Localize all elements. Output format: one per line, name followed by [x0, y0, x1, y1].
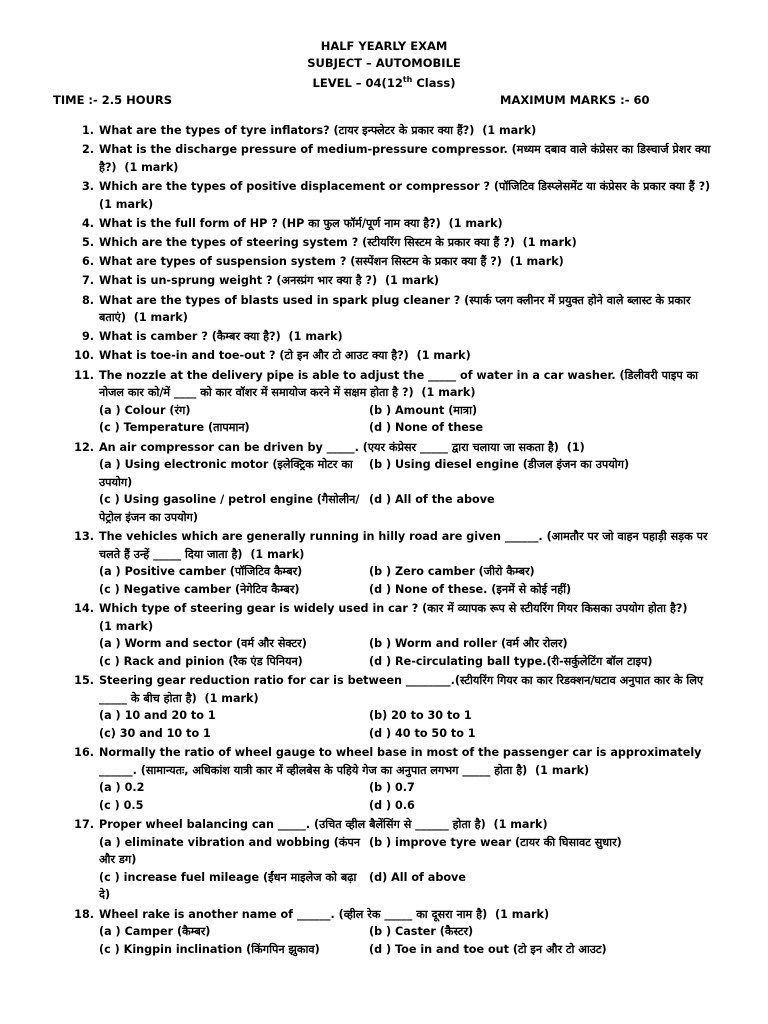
question-number: 4.: [81, 216, 94, 230]
answer-option: (c ) Kingpin inclination (किंगपिन झुकाव): [99, 942, 320, 956]
exam-title: HALF YEARLY EXAM: [320, 39, 448, 53]
question-text: What are the types of tyre inflators? (टायर इन्फ्लेटर के प्रकार क्या हैं?): [99, 124, 475, 137]
answer-option: (a ) eliminate vibration and wobbing (कंपन और डग): [99, 835, 361, 867]
subject-line: SUBJECT – AUTOMOBILE: [307, 56, 461, 70]
answer-option: (c ) Temperature (तापमान): [99, 421, 250, 435]
question-body: [99, 672, 711, 707]
question-text: What is camber ? (कैम्बर क्या है?): [99, 330, 281, 344]
question-item: [0, 328, 768, 346]
question-number: 15.: [74, 674, 94, 688]
question-number: 1.: [81, 124, 94, 137]
question-item: [0, 600, 768, 670]
question-number: 18.: [74, 907, 94, 921]
question-body: [99, 234, 711, 252]
question-mark: (1 mark): [416, 349, 471, 363]
answer-option: (d ) None of these: [369, 421, 484, 435]
answer-option: (b) 20 to 30 to 1: [369, 709, 472, 723]
option-grid: [99, 779, 711, 814]
question-mark: (1 mark): [288, 330, 343, 344]
question-text: An air compressor can be driven by _____. (एयर कंप्रेसर _____ द्वारा चलाया जा सकता है): [99, 440, 559, 454]
question-text: The nozzle at the delivery pipe is able to adjust the _____ of water in a car washer. (डिलीवरी पाइप का नोजल कार को/में ____ को कार वॉशर में समायोज करने में सक्षम होता है ?): [99, 368, 702, 400]
question-body: [99, 178, 711, 213]
question-item: [0, 253, 768, 271]
level-suffix: Class): [412, 75, 456, 90]
option-grid: [99, 707, 711, 742]
question-mark: (1 mark): [124, 160, 179, 174]
question-text: Normally the ratio of wheel gauge to wheel base in most of the passenger car is approximately ______. (सामान्यतः, अधिकांश यात्री कार में व्हीलबेस के पहिये गेज का अनुपात लगभग _____ होता है): [99, 746, 706, 777]
question-text: Proper wheel balancing can _____. (उचित व्हील बैलेंसिंग से ______ होता है): [99, 818, 486, 832]
question-body: [99, 367, 711, 402]
answer-option: (b ) Caster (कैस्टर): [369, 925, 474, 939]
question-text: What is the full form of HP ? (HP का फुल फॉर्म/पूर्ण नाम क्या है?): [99, 216, 441, 230]
question-mark: (1 mark): [482, 124, 537, 137]
answer-option: (d ) Toe in and toe out (टो इन और टो आउट): [369, 942, 607, 956]
question-text: What is un-sprung weight ? (अनस्प्रंग भार क्या है ?): [99, 274, 378, 288]
question-number: 14.: [74, 602, 94, 616]
question-text: Which are the types of positive displacement or compressor ? (पॉजिटिव डिस्प्लेसमेंट या कंप्रेसर के प्रकार क्या हैं ?): [99, 179, 711, 193]
question-item: [0, 906, 768, 959]
question-number: 10.: [74, 349, 94, 363]
question-number: 5.: [81, 235, 94, 249]
answer-option: (a ) Colour (रंग): [99, 403, 191, 417]
question-body: [99, 439, 711, 457]
answer-option: (c ) Negative camber (नेगेटिव कैम्बर): [99, 582, 300, 596]
question-mark: (1 mark): [250, 547, 305, 561]
question-body: [99, 816, 711, 834]
answer-option: (d ) All of the above: [369, 493, 495, 507]
answer-option: (b ) Amount (मात्रा): [369, 403, 478, 417]
question-body: [99, 292, 711, 327]
question-item: [0, 744, 768, 814]
option-grid: [99, 834, 711, 904]
answer-option: (a ) 0.2: [99, 781, 145, 795]
question-mark: (1 mark): [522, 235, 577, 249]
question-body: [99, 141, 715, 176]
question-mark: (1): [566, 440, 585, 454]
option-grid: [99, 923, 711, 958]
question-text: What are types of suspension system ? (सस्पेंशन सिस्टम के प्रकार क्या हैं ?): [99, 255, 502, 269]
question-item: [0, 528, 768, 598]
answer-option: (d ) Re-circulating ball type.(री-सर्कुलेटिंग बॉल टाइप): [369, 654, 653, 668]
question-mark: (1 mark): [509, 255, 564, 269]
answer-option: (c) 30 and 10 to 1: [99, 726, 211, 740]
question-number: 6.: [81, 255, 94, 269]
question-text: Steering gear reduction ratio for car is between ________.(स्टीयरिंग गियर का कार रिडक्शन/घटाव अनुपात कार के लिए _____ के बीच होता है): [99, 674, 707, 705]
question-body: [99, 528, 711, 563]
question-mark: (1 mark): [384, 274, 440, 288]
answer-option: (c ) increase fuel mileage (ईंधन माइलेज को बढ़ा दे): [99, 870, 357, 902]
question-body: [99, 906, 711, 924]
question-item: [0, 292, 768, 327]
answer-option: (b ) Zero camber (जीरो कैम्बर): [369, 565, 535, 579]
question-item: [0, 367, 768, 437]
time-info: TIME :- 2.5 HOURS: [53, 93, 173, 107]
answer-option: (c ) Using gasoline / petrol engine (गैसोलीन/पेट्रोल इंजन का उपयोग): [99, 493, 360, 524]
level-line: [0, 72, 768, 91]
option-grid: [99, 456, 711, 526]
question-number: 3.: [81, 179, 94, 193]
question-number: 12.: [74, 440, 94, 454]
question-body: [99, 253, 711, 271]
question-body: [99, 347, 711, 365]
question-mark: (1 mark): [204, 691, 259, 705]
question-mark: (1 mark): [421, 386, 476, 400]
answer-option: (b ) Using diesel engine (डीजल इंजन का उपयोग): [369, 458, 630, 472]
question-number: 17.: [74, 818, 94, 832]
question-number: 8.: [81, 293, 94, 307]
question-text: Which type of steering gear is widely used in car ? (कार में व्यापक रूप से स्टीयरिंग गियर किसका उपयोग होता है?): [99, 602, 688, 616]
question-text: What is the discharge pressure of medium-pressure compressor. (मध्यम दबाव वाले कंप्रेसर का डिस्चार्ज प्रेशर क्या है?): [99, 143, 715, 174]
question-item: [0, 272, 768, 290]
answer-option: (c ) Rack and pinion (रैक एंड पिनियन): [99, 654, 303, 668]
answer-option: (d) All of above: [369, 870, 466, 884]
question-item: [0, 178, 768, 213]
answer-option: (a ) Camper (कैम्बर): [99, 925, 211, 939]
answer-option: (a ) Worm and sector (वर्म और सेक्टर): [99, 637, 307, 651]
answer-option: (d ) None of these. (इनमें से कोई नहीं): [369, 582, 572, 596]
question-mark: (1 mark): [99, 619, 154, 633]
question-body: [99, 328, 711, 346]
answer-option: (b ) Worm and roller (वर्म और रोलर): [369, 637, 568, 651]
option-grid: [99, 402, 711, 437]
question-body: [99, 272, 711, 290]
question-text: Which are the types of steering system ? (स्टीयरिंग सिस्टम के प्रकार क्या हैं ?): [99, 235, 515, 249]
question-text: What is toe-in and toe-out ? (टो इन और टो आउट क्या है?): [99, 349, 409, 363]
answer-option: (a ) Positive camber (पॉजिटिव कैम्बर): [99, 565, 303, 579]
answer-option: (b ) 0.7: [369, 781, 415, 795]
question-body: [99, 215, 711, 233]
question-body: [99, 744, 711, 779]
option-grid: [99, 635, 711, 670]
question-number: 11.: [74, 368, 94, 382]
question-body: [99, 122, 711, 140]
answer-option: (d ) 40 to 50 to 1: [369, 726, 476, 740]
question-number: 13.: [74, 530, 94, 544]
question-list: [0, 122, 768, 960]
level-superscript: th: [402, 75, 413, 84]
question-item: [0, 215, 768, 233]
question-item: [0, 234, 768, 252]
question-text: The vehicles which are generally running in hilly road are given ______. (आमतौर पर जो वाहन पहाड़ी सड़क पर चलते हैं उन्हें _____ दिया जाता है): [99, 530, 712, 561]
question-mark: (1 mark): [493, 818, 548, 832]
question-text: Wheel rake is another name of ______. (व्हील रेक _____ का दूसरा नाम है): [99, 907, 488, 921]
question-item: [0, 816, 768, 904]
question-item: [0, 672, 768, 742]
question-mark: (1 mark): [99, 197, 154, 211]
question-number: 2.: [81, 143, 94, 157]
answer-option: (c ) 0.5: [99, 798, 144, 812]
question-number: 9.: [81, 330, 94, 344]
question-item: [0, 141, 768, 176]
max-marks-info: MAXIMUM MARKS :- 60: [500, 93, 650, 107]
question-mark: (1 mark): [448, 216, 503, 230]
answer-option: (d ) 0.6: [369, 798, 415, 812]
answer-option: (a ) 10 and 20 to 1: [99, 709, 216, 723]
question-item: [0, 347, 768, 365]
question-item: [0, 439, 768, 527]
level-prefix: LEVEL – 04(12: [312, 75, 403, 90]
answer-option: (b ) improve tyre wear (टायर की घिसावट सुधार): [369, 835, 622, 849]
question-mark: (1 mark): [495, 907, 550, 921]
question-number: 16.: [74, 746, 94, 760]
answer-option: (a ) Using electronic motor (इलेक्ट्रिक मोटर का उपयोग): [99, 458, 353, 489]
option-grid: [99, 563, 711, 598]
question-body: [99, 600, 711, 635]
question-item: [0, 122, 768, 140]
question-text: What are the types of blasts used in spark plug cleaner ? (स्पार्क प्लग क्लीनर में प्रयुक्त होने वाले ब्लास्ट के प्रकार बताएं): [99, 293, 695, 325]
question-mark: (1 mark): [535, 763, 590, 777]
question-mark: (1 mark): [133, 311, 188, 325]
question-number: 7.: [81, 274, 94, 288]
